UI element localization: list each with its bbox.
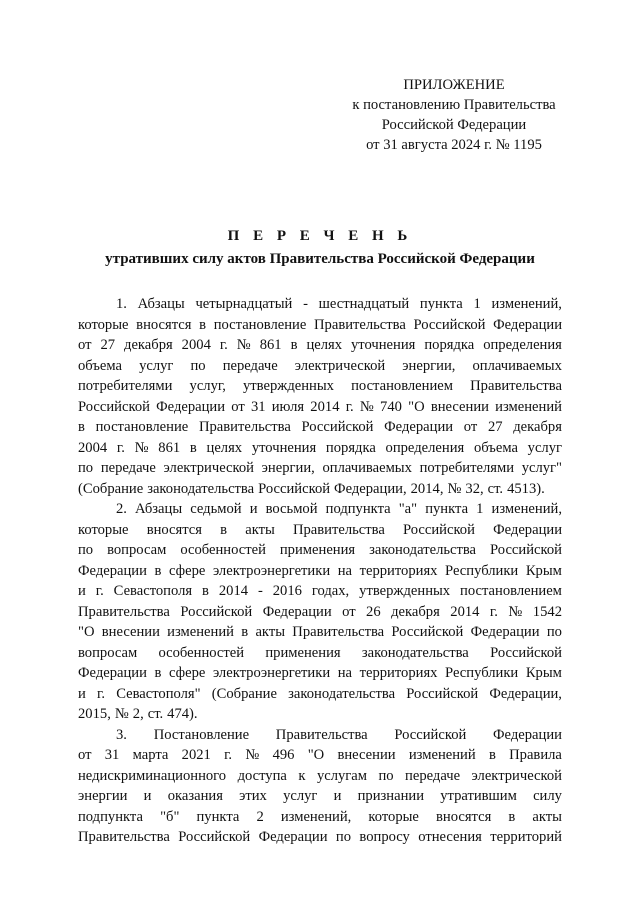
appendix-line-date: от 31 августа 2024 г. № 1195 bbox=[366, 137, 542, 153]
document-subtitle: утративших силу актов Правительства Российской Федерации bbox=[105, 251, 535, 267]
document-title: П Е Р Е Ч Е Н Ь bbox=[227, 228, 413, 244]
paragraph-line: от 27 декабря 2004 г. № 861 в целях уточнения порядка определения bbox=[78, 337, 562, 353]
paragraph-1 bbox=[78, 294, 562, 499]
appendix-header bbox=[330, 75, 578, 155]
paragraph-line: недискриминационного доступа к услугам по передаче электрической bbox=[78, 767, 562, 784]
paragraph-2 bbox=[78, 499, 562, 725]
paragraph-line: энергии и оказания этих услуг и признании утратившим силу bbox=[78, 788, 562, 804]
paragraph-line: по вопросам особенностей применения законодательства Российской bbox=[78, 542, 562, 558]
appendix-line-decree: к постановлению Правительства bbox=[352, 97, 556, 113]
paragraph-line: 3. Постановление Правительства Российской Федерации bbox=[116, 726, 562, 743]
paragraph-line: Российской Федерации от 31 июля 2014 г. № 740 "О внесении изменений bbox=[78, 398, 562, 415]
paragraph-line: и г. Севастополя" (Собрание законодательства Российской Федерации, bbox=[78, 685, 562, 702]
paragraph-line: и г. Севастополя в 2014 - 2016 годах, утвержденных постановлением bbox=[78, 583, 562, 599]
appendix-title: ПРИЛОЖЕНИЕ bbox=[403, 77, 505, 93]
paragraph-line: объема услуг по передаче электрической энергии, оплачиваемых bbox=[78, 357, 562, 374]
paragraph-line: по передаче электрической энергии, оплачиваемых потребителями услуг" bbox=[78, 460, 562, 476]
paragraph-line: Федерации в сфере электроэнергетики на территориях Республики Крым bbox=[78, 562, 562, 579]
paragraph-line: которые вносятся в постановление Правительства Российской Федерации bbox=[78, 316, 562, 333]
paragraph-line: вопросам особенностей применения законодательства Российской bbox=[78, 644, 562, 661]
paragraph-line: 2015, № 2, ст. 474). bbox=[78, 706, 198, 722]
paragraph-line: потребителями услуг, утвержденных постановлением Правительства bbox=[78, 378, 562, 394]
paragraph-3 bbox=[78, 725, 562, 848]
paragraph-line: 2004 г. № 861 в целях уточнения порядка определения объема услуг bbox=[78, 439, 562, 456]
paragraph-line: 2. Абзацы седьмой и восьмой подпункта "а" пункта 1 изменений, bbox=[116, 501, 562, 517]
appendix-line-country: Российской Федерации bbox=[381, 117, 527, 133]
document-body bbox=[78, 294, 562, 848]
paragraph-line: в постановление Правительства Российской Федерации от 27 декабря bbox=[78, 419, 562, 435]
paragraph-line: "О внесении изменений в акты Правительства Российской Федерации по bbox=[78, 624, 562, 640]
paragraph-line: которые вносятся в акты Правительства Российской Федерации bbox=[78, 521, 562, 538]
paragraph-line: (Собрание законодательства Российской Федерации, 2014, № 32, ст. 4513). bbox=[78, 480, 545, 497]
paragraph-line: Правительства Российской Федерации от 26 декабря 2014 г. № 1542 bbox=[78, 603, 562, 620]
paragraph-line: Федерации в сфере электроэнергетики на территориях Республики Крым bbox=[78, 665, 562, 681]
paragraph-line: Правительства Российской Федерации по вопросу отнесения территорий bbox=[78, 829, 562, 845]
paragraph-line: 1. Абзацы четырнадцатый - шестнадцатый пункта 1 изменений, bbox=[116, 296, 562, 312]
paragraph-line: от 31 марта 2021 г. № 496 "О внесении изменений в Правила bbox=[78, 747, 562, 763]
paragraph-line: подпункта "б" пункта 2 изменений, которые вносятся в акты bbox=[78, 808, 562, 825]
